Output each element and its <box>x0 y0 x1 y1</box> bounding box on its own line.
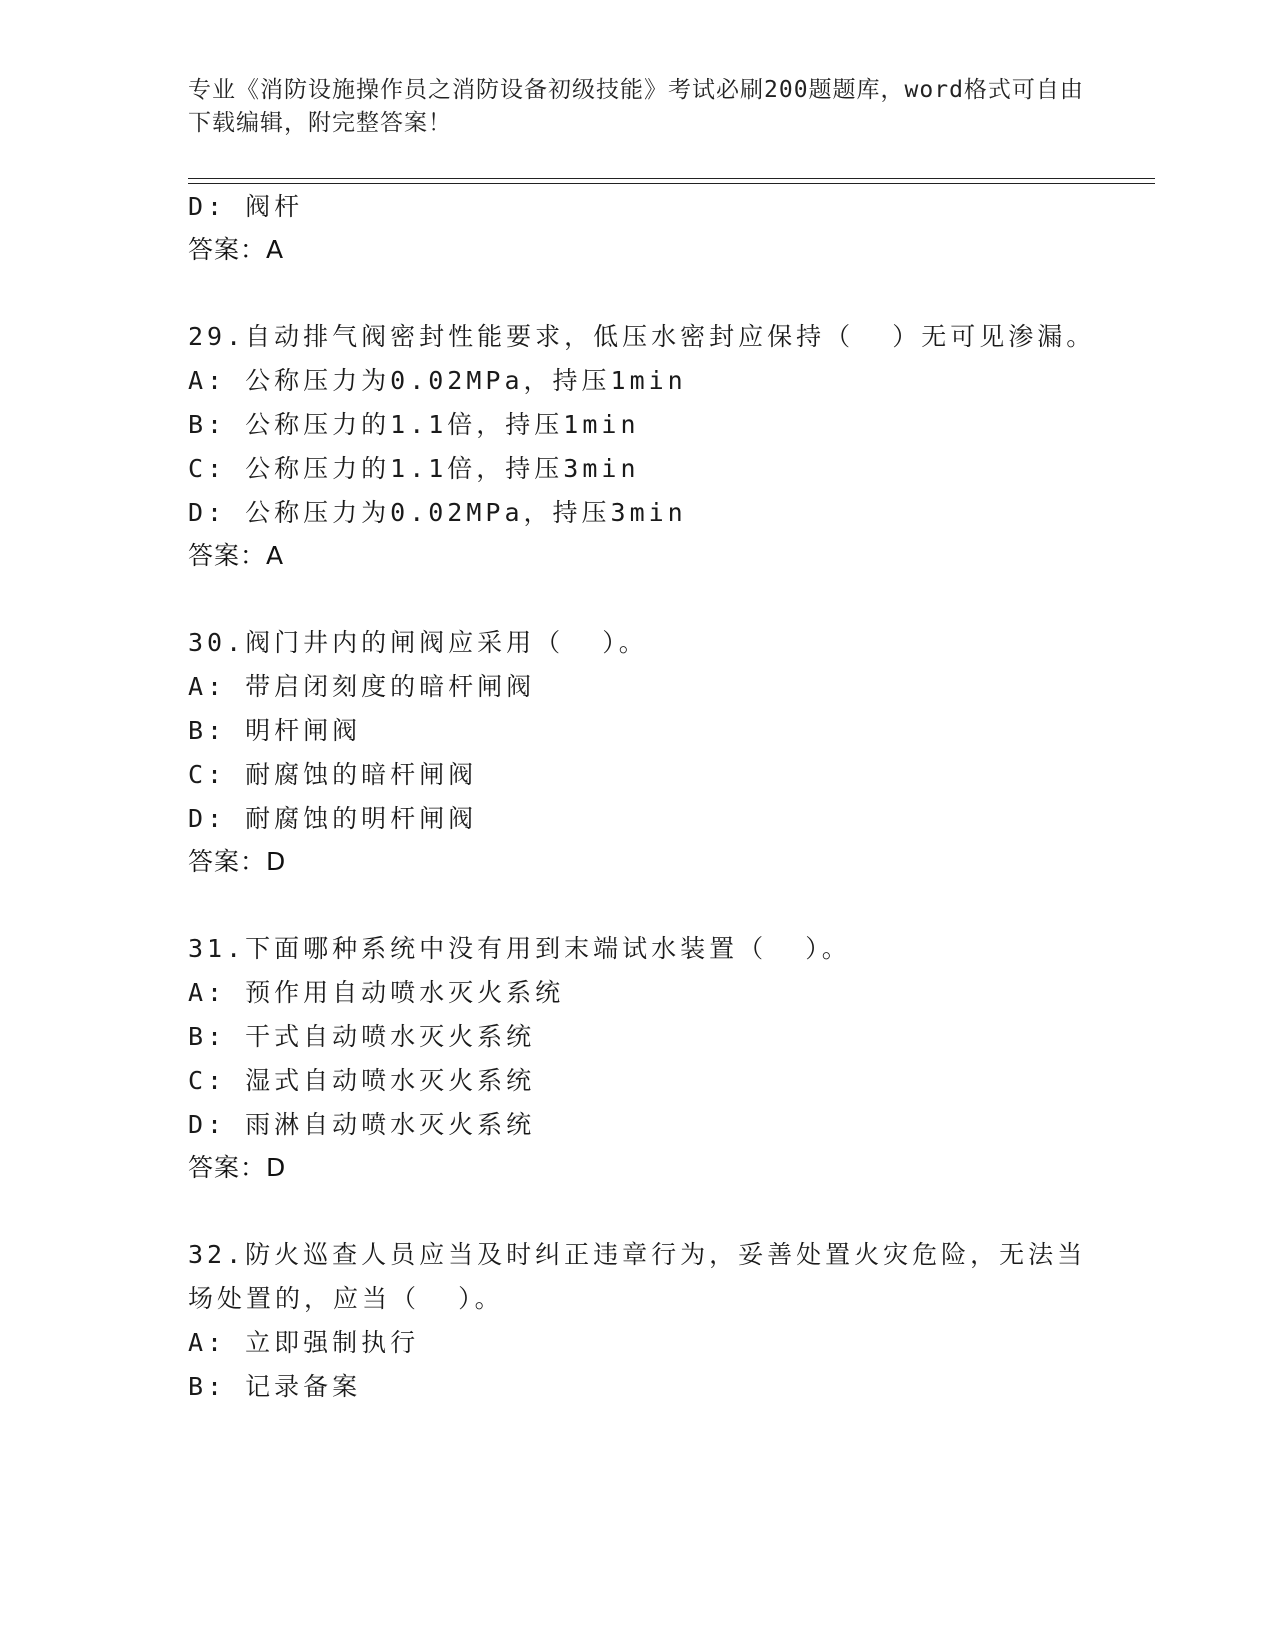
answer-line: 答案：D <box>188 847 287 876</box>
option-b: B: 公称压力的1.1倍，持压1min <box>188 410 640 439</box>
option-d: D: 公称压力为0.02MPa，持压3min <box>188 498 687 527</box>
option-b: B: 记录备案 <box>188 1372 362 1401</box>
answer-line: 答案：A <box>188 541 285 570</box>
option-b: B: 明杆闸阀 <box>188 716 362 745</box>
option-c: C: 公称压力的1.1倍，持压3min <box>188 454 640 483</box>
question-stem-30: 30.阀门井内的闸阀应采用（ ）。 <box>188 628 648 657</box>
option-c: C: 湿式自动喷水灭火系统 <box>188 1066 536 1095</box>
question-stem-32-continued: 场处置的，应当（ ）。 <box>188 1284 504 1313</box>
question-stem-29: 29.自动排气阀密封性能要求，低压水密封应保持（ ）无可见渗漏。 <box>188 322 1096 351</box>
option-a: A: 带启闭刻度的暗杆闸阀 <box>188 672 536 701</box>
option-c: C: 耐腐蚀的暗杆闸阀 <box>188 760 478 789</box>
document-header: 专业《消防设施操作员之消防设备初级技能》考试必刷200题题库，word格式可自由下载编辑，附完整答案！ <box>188 77 1084 136</box>
answer-line: 答案：D <box>188 1153 287 1182</box>
header-rule-bottom <box>188 183 1155 184</box>
option-a: A: 公称压力为0.02MPa，持压1min <box>188 366 687 395</box>
option-d: D: 阀杆 <box>188 192 304 221</box>
question-stem-31: 31.下面哪种系统中没有用到末端试水装置（ ）。 <box>188 934 851 963</box>
option-a: A: 预作用自动喷水灭火系统 <box>188 978 565 1007</box>
option-b: B: 干式自动喷水灭火系统 <box>188 1022 536 1051</box>
header-rule-top <box>188 178 1155 179</box>
question-stem-32: 32.防火巡查人员应当及时纠正违章行为，妥善处置火灾危险，无法当 <box>188 1240 1087 1269</box>
option-d: D: 耐腐蚀的明杆闸阀 <box>188 804 478 833</box>
option-a: A: 立即强制执行 <box>188 1328 420 1357</box>
option-d: D: 雨淋自动喷水灭火系统 <box>188 1110 536 1139</box>
answer-line: 答案：A <box>188 235 285 264</box>
